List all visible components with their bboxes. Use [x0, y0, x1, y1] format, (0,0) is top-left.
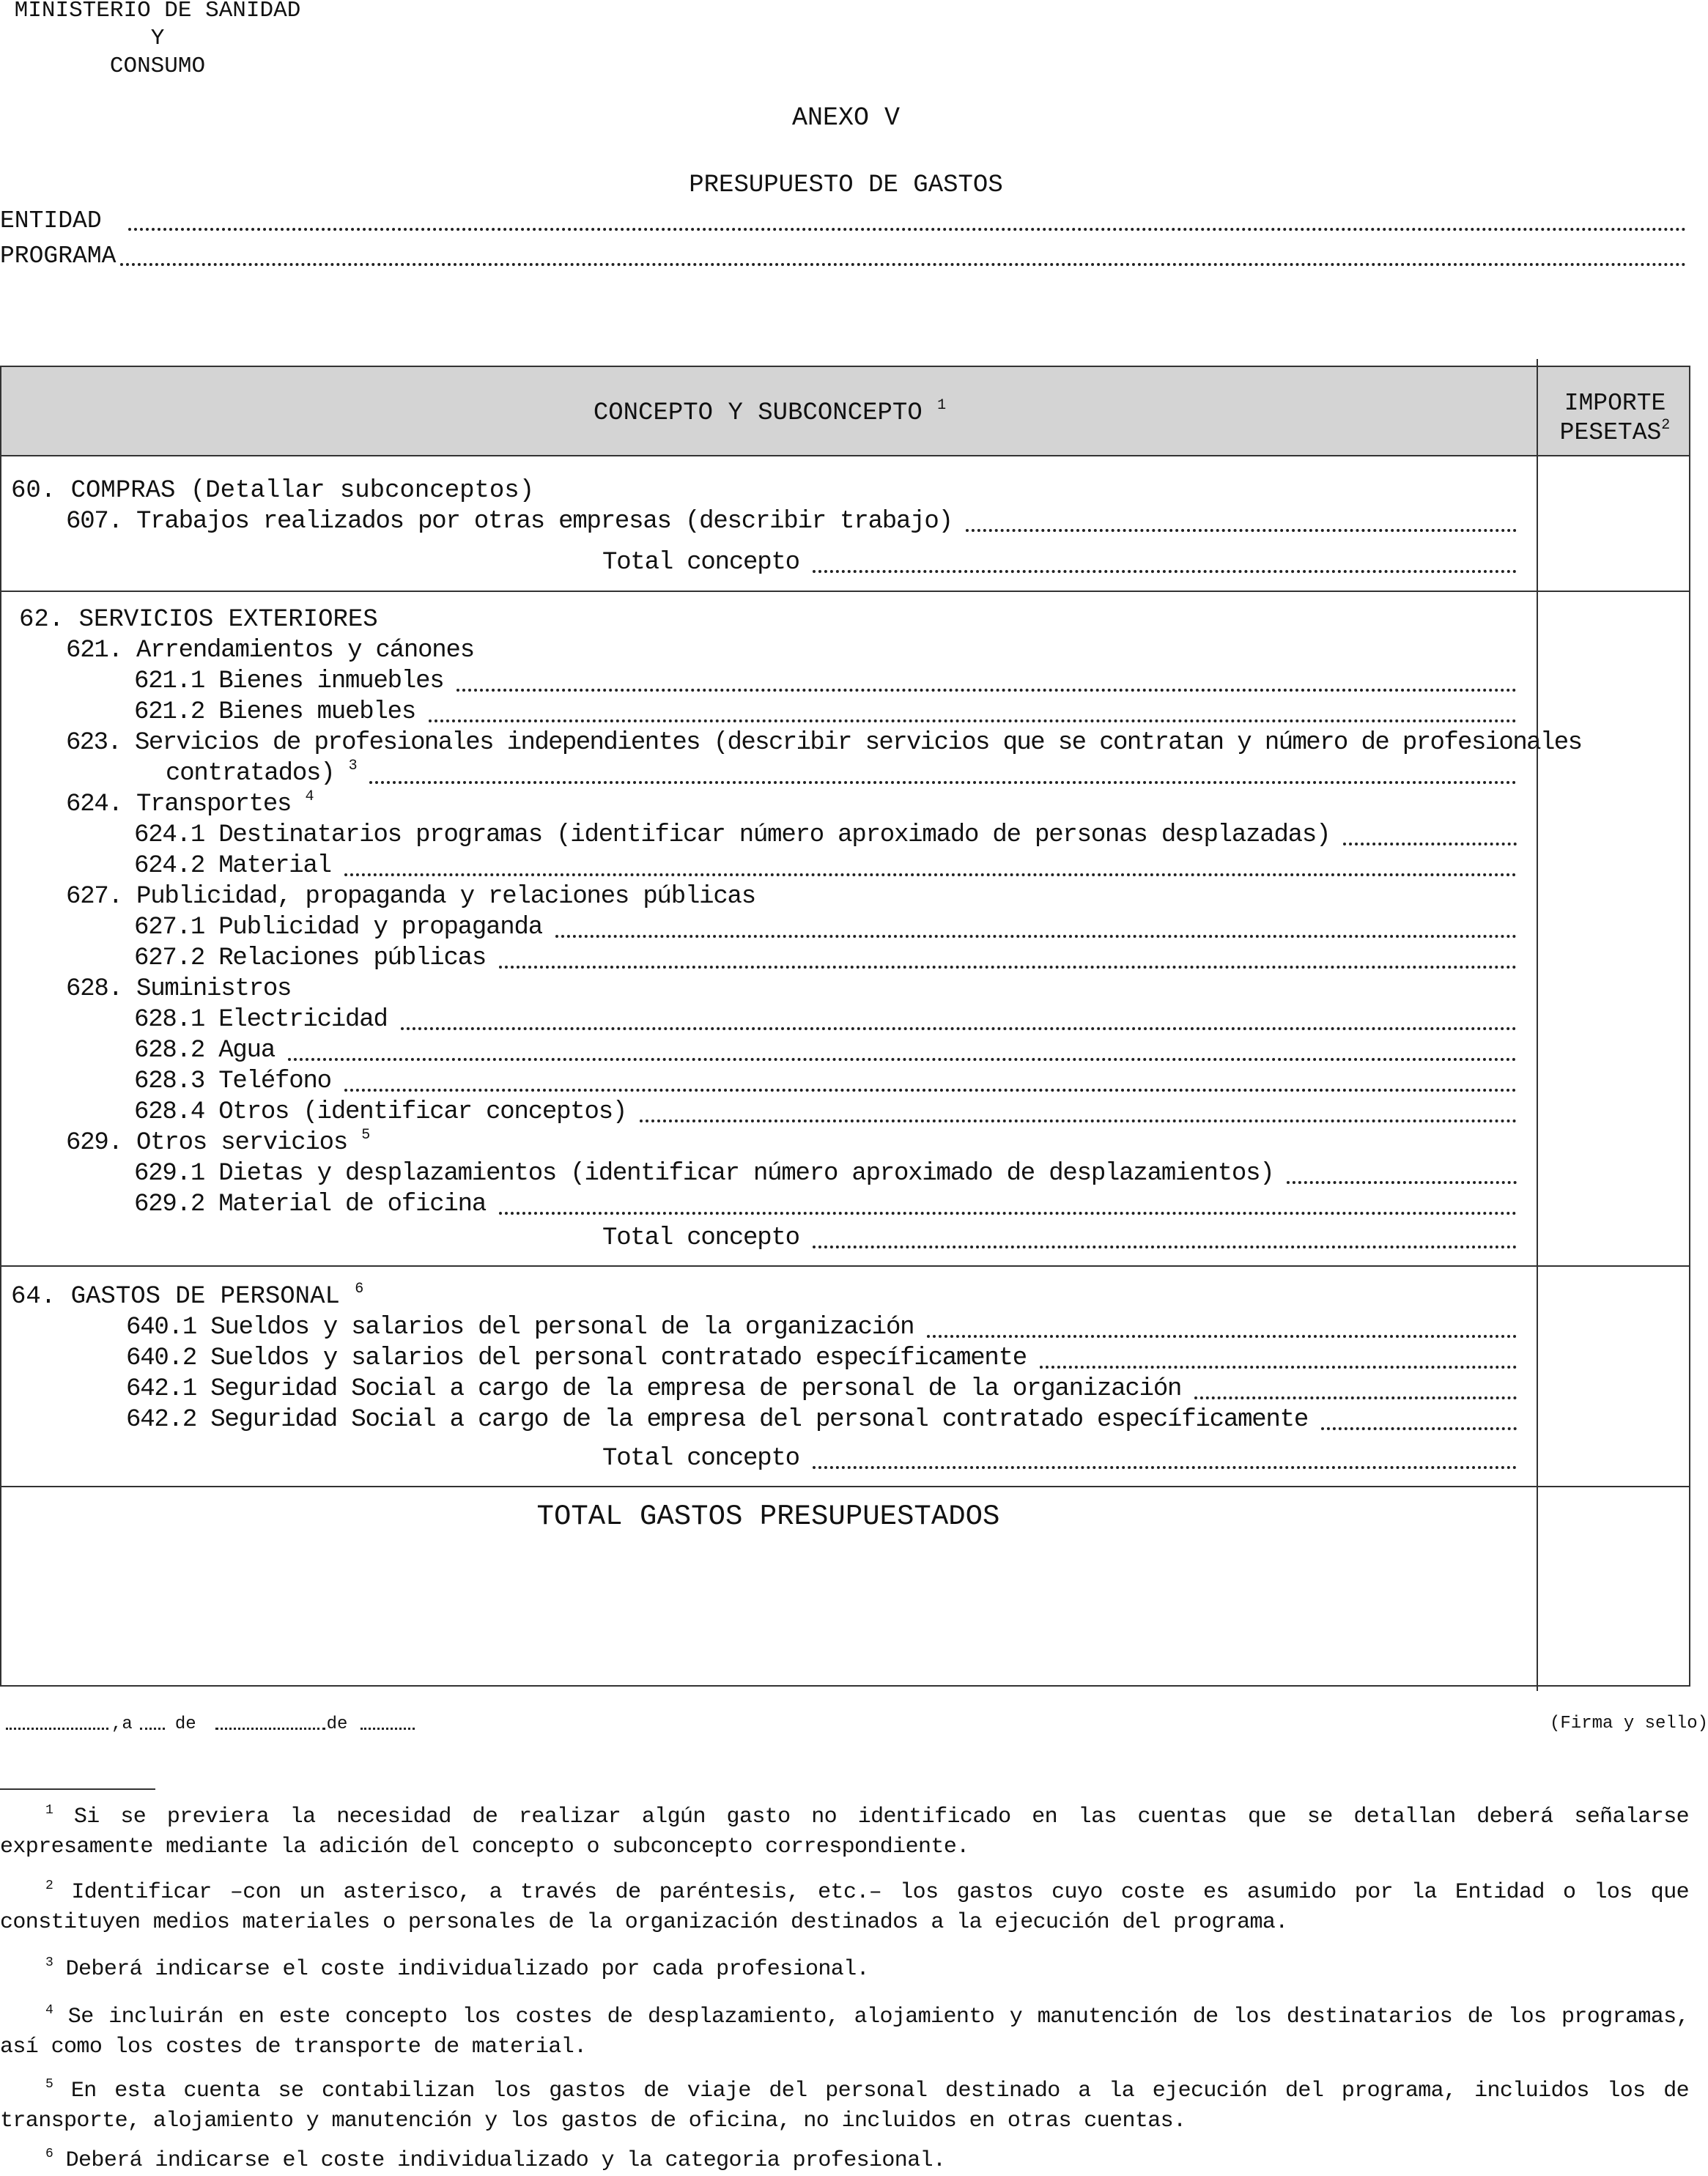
line-627-2[interactable]: 627.2 Relaciones públicas — [134, 944, 1517, 974]
line-628-4[interactable]: 628.4 Otros (identificar conceptos) — [134, 1098, 1517, 1128]
signature-line: ,a de de — [6, 1714, 415, 1734]
line-628-3[interactable]: 628.3 Teléfono — [134, 1067, 1517, 1097]
col-header-amount: IMPORTE PESETAS$^2$ — [1559, 390, 1671, 446]
line-628: 628. Suministros — [66, 975, 292, 1003]
line-621: 621. Arrendamientos y cánones — [66, 637, 474, 665]
line-628-1[interactable]: 628.1 Electricidad — [134, 1005, 1517, 1035]
ministry-line-1: MINISTERIO DE SANIDAD — [14, 0, 301, 23]
footnote-divider — [0, 1788, 155, 1790]
table-header — [1, 367, 1689, 456]
line-627-1[interactable]: 627.1 Publicidad y propaganda — [134, 913, 1517, 943]
place-dots[interactable] — [6, 1728, 108, 1730]
firma-label: (Firma y sello) — [1550, 1714, 1708, 1733]
line-629-1[interactable]: 629.1 Dietas y desplazamientos (identificar número aproximado de desplazamientos) — [134, 1159, 1517, 1189]
row-separator — [1, 1486, 1689, 1487]
line-624-1[interactable]: 624.1 Destinatarios programas (identificar número aproximado de personas desplazadas) — [134, 821, 1517, 851]
footnote-4: $^4$ Se incluirán en este concepto los costes de desplazamiento, alojamiento y manutención de los destinatarios de los programas, así como los costes de transporte de material. — [0, 2003, 1689, 2060]
entidad-label: ENTIDAD — [0, 207, 102, 234]
footnote-1: $^1$ Si se previera la necesidad de realizar algún gasto no identificado en las cuentas que se detallan deberá señalarse expresamente mediante la adición del concepto o subconcepto correspondiente. — [0, 1803, 1689, 1859]
line-640-1[interactable]: 640.1 Sueldos y salarios del personal de la organización — [126, 1313, 1517, 1343]
total-concepto-62[interactable]: Total concepto — [602, 1224, 1517, 1254]
ministry-block — [0, 0, 315, 81]
total-concepto-64[interactable]: Total concepto — [602, 1444, 1517, 1474]
entidad-field[interactable] — [0, 207, 1687, 236]
entidad-dots — [128, 228, 1687, 231]
line-623: 623. Servicios de profesionales independientes (describir servicios que se contratan y número de profesionales — [66, 729, 1582, 757]
footnote-2: $^2$ Identificar –con un asterisco, a través de paréntesis, etc.– los gastos cuyo coste es asumido por la Entidad o los que constituyen medios materiales o personales de la organización destinados a la ejecución del programa. — [0, 1879, 1690, 1935]
grand-total-label: TOTAL GASTOS PRESUPUESTADOS — [536, 1500, 1000, 1533]
col-header-concept: CONCEPTO Y SUBCONCEPTO $^1$ — [593, 397, 947, 427]
year-dots[interactable] — [361, 1728, 415, 1730]
line-623-cont[interactable]: contratados) $^3$ — [166, 759, 1517, 789]
annex-title: ANEXO V — [791, 103, 901, 133]
footnote-5: $^5$ En esta cuenta se contabilizan los gastos de viaje del personal destinado a la ejecución del programa, incluidos los de transporte, alojamiento y manutención y los gastos de oficina, no incluidos en otras cuentas. — [0, 2077, 1689, 2134]
ministry-line-3: CONSUMO — [109, 53, 206, 79]
line-629: 629. Otros servicios $^5$ — [66, 1127, 370, 1157]
section-title-64: 64. GASTOS DE PERSONAL $^6$ — [11, 1281, 364, 1311]
line-621-2[interactable]: 621.2 Bienes muebles — [134, 697, 1517, 728]
section-title-60: 60. COMPRAS (Detallar subconceptos) — [11, 477, 535, 505]
row-separator — [1, 591, 1689, 592]
line-642-2[interactable]: 642.2 Seguridad Social a cargo de la empresa del personal contratado específicamente — [126, 1405, 1517, 1435]
day-dots[interactable] — [140, 1728, 165, 1730]
line-640-2[interactable]: 640.2 Sueldos y salarios del personal contratado específicamente — [126, 1344, 1517, 1374]
line-628-2[interactable]: 628.2 Agua — [134, 1036, 1517, 1066]
line-624-2[interactable]: 624.2 Material — [134, 851, 1517, 881]
footnote-6: $^6$ Deberá indicarse el coste individualizado y la categoria profesional. — [45, 2147, 946, 2173]
total-concepto-60[interactable]: Total concepto — [602, 548, 1517, 578]
programa-dots — [120, 263, 1687, 266]
row-separator — [1, 1265, 1689, 1267]
footnote-3: $^3$ Deberá indicarse el coste individualizado por cada profesional. — [45, 1955, 869, 1982]
line-629-2[interactable]: 629.2 Material de oficina — [134, 1190, 1517, 1220]
line-627: 627. Publicidad, propaganda y relaciones públicas — [66, 883, 755, 911]
line-624: 624. Transportes $^4$ — [66, 788, 314, 818]
programa-field[interactable] — [0, 242, 1687, 271]
line-607[interactable]: 607. Trabajos realizados por otras empresas (describir trabajo) — [66, 507, 1517, 537]
month-dots[interactable] — [215, 1728, 325, 1730]
section-title-62: 62. SERVICIOS EXTERIORES — [19, 606, 378, 634]
column-divider — [1537, 359, 1538, 1691]
page-title: PRESUPUESTO DE GASTOS — [689, 171, 1003, 199]
ministry-line-2: Y — [150, 26, 165, 51]
line-621-1[interactable]: 621.1 Bienes inmuebles — [134, 667, 1517, 697]
line-642-1[interactable]: 642.1 Seguridad Social a cargo de la empresa de personal de la organización — [126, 1374, 1517, 1405]
programa-label: PROGRAMA — [0, 243, 117, 270]
